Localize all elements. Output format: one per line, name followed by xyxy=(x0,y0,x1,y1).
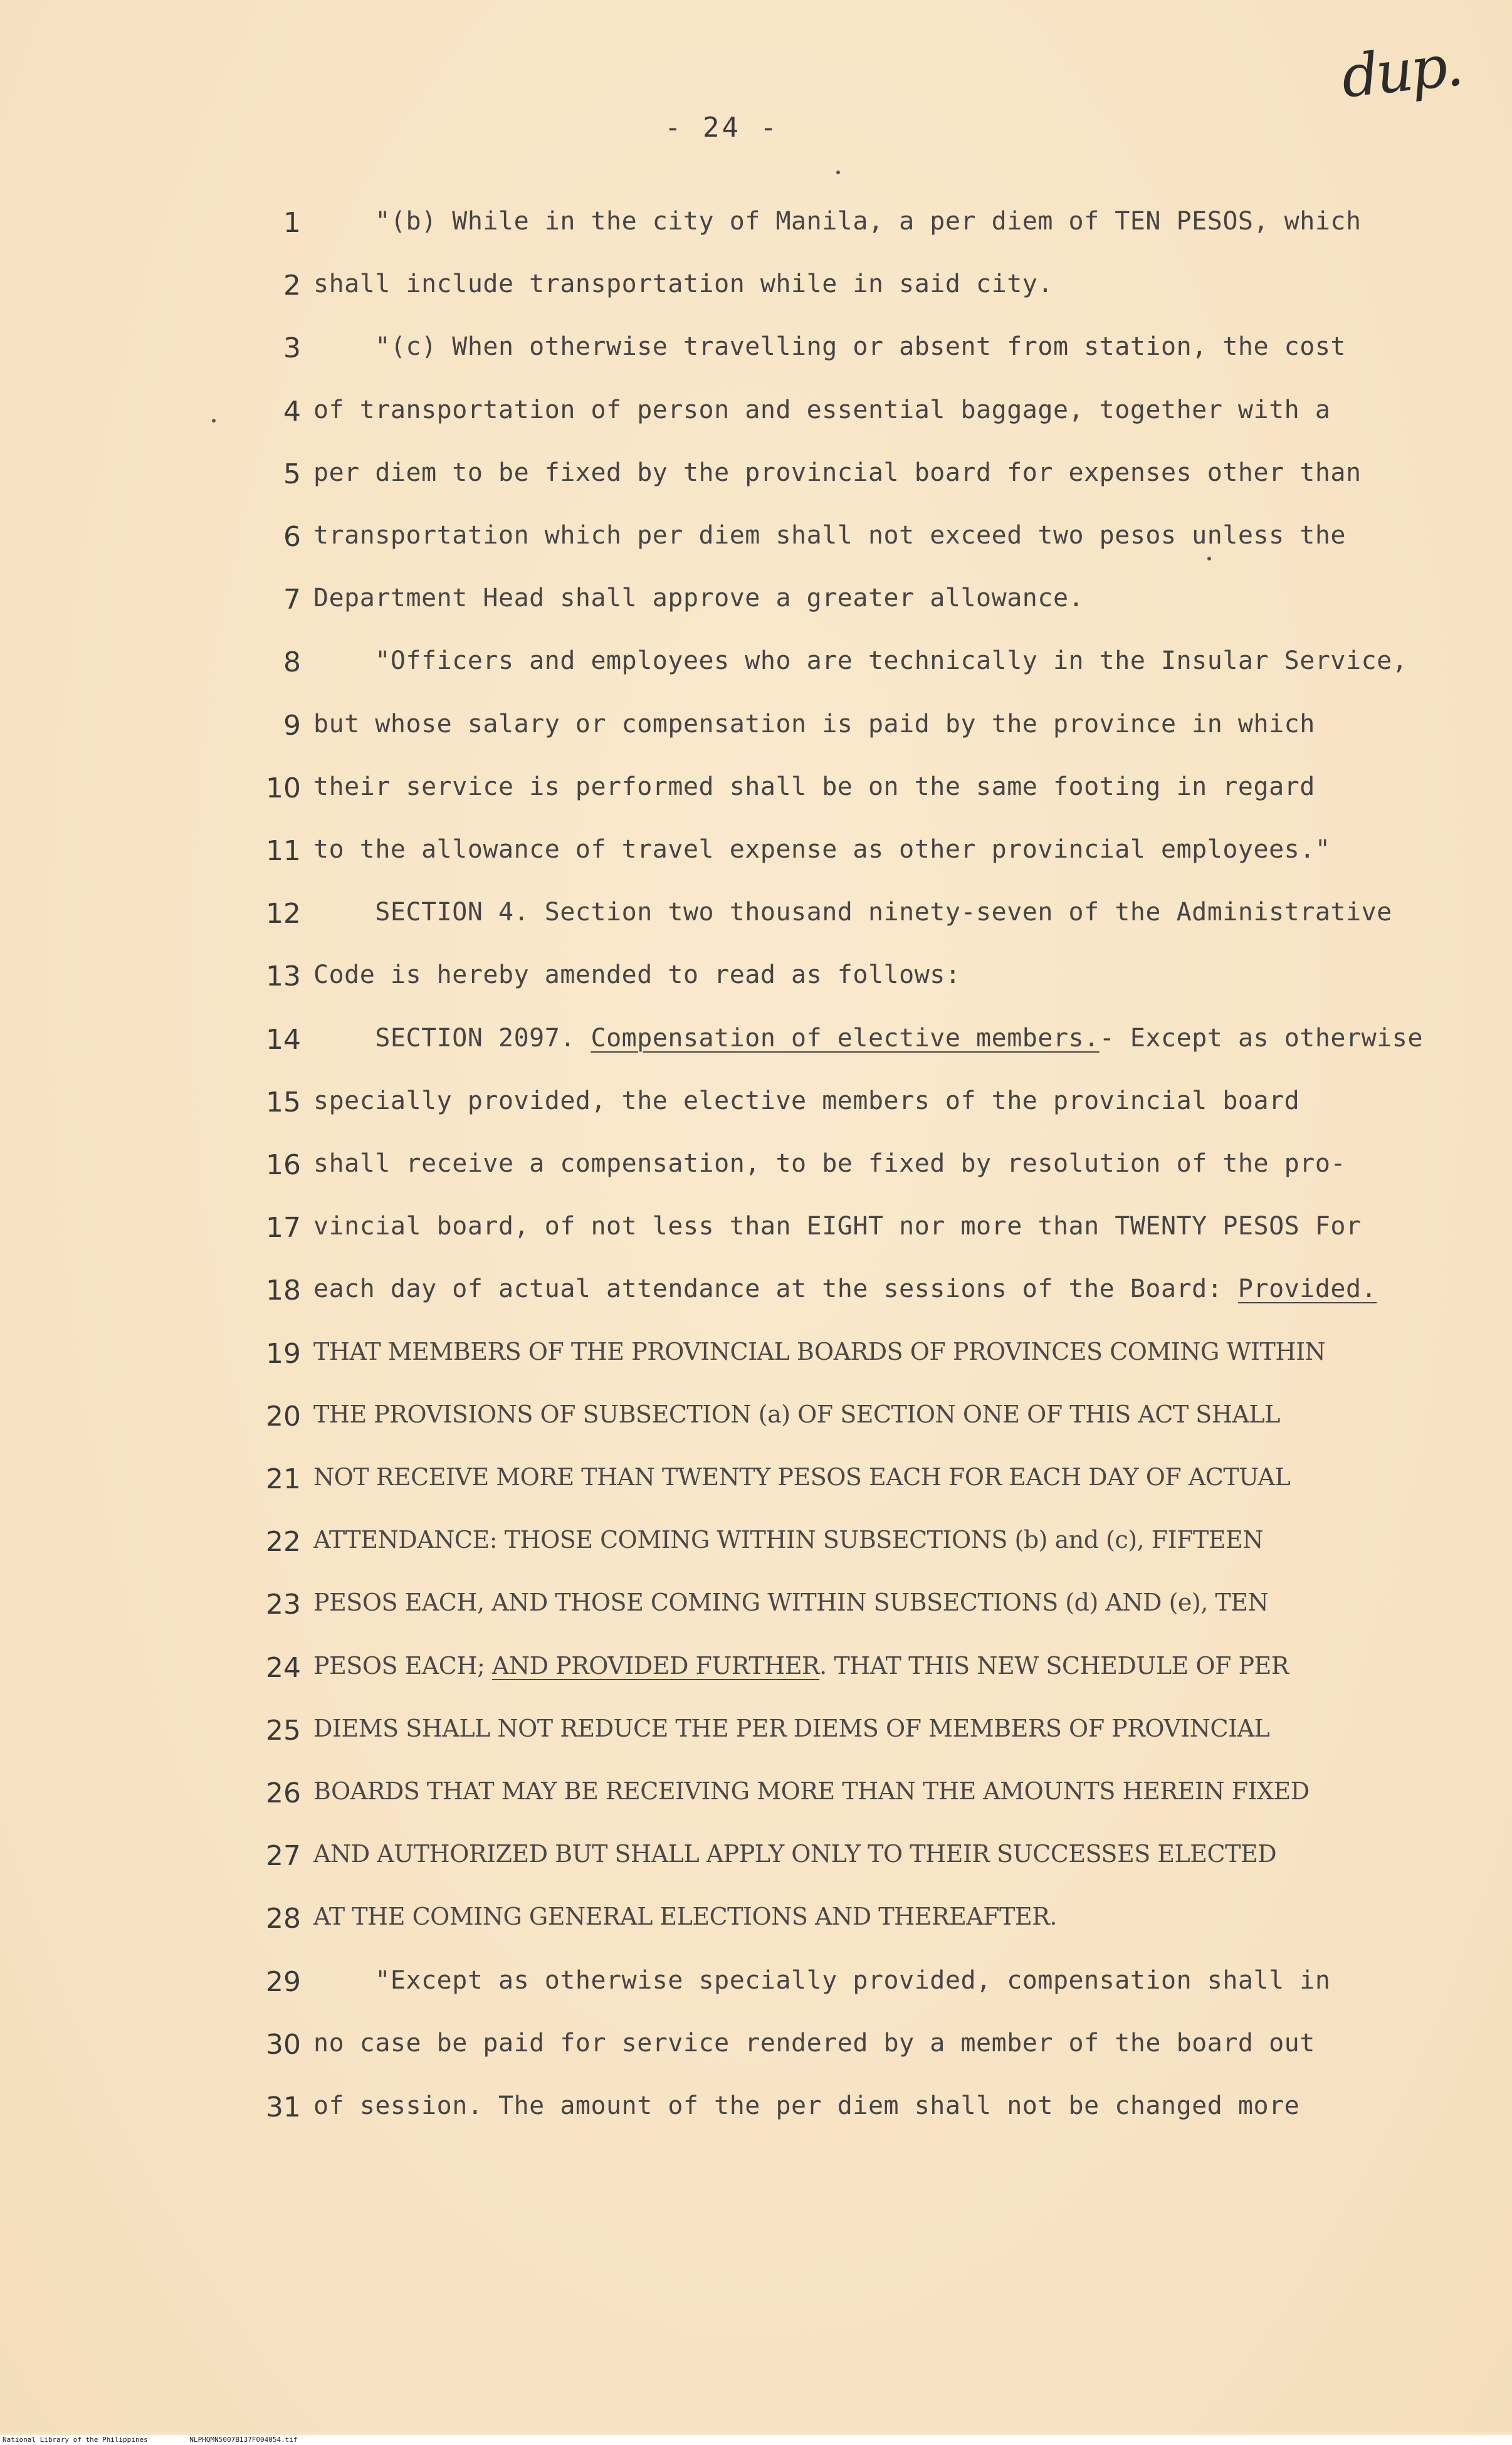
line-number: 4 xyxy=(283,395,301,428)
text-line xyxy=(0,1903,1512,1947)
line-text xyxy=(313,2029,1315,2058)
line-text xyxy=(313,1526,1263,1554)
line-number: 25 xyxy=(266,1714,301,1747)
line-number: 18 xyxy=(266,1275,301,1307)
text-line xyxy=(0,898,1512,942)
line-text xyxy=(313,1401,1280,1428)
text-line xyxy=(0,646,1512,690)
text-line xyxy=(0,1463,1512,1507)
text-segment: Department Head shall approve a greater allowance. xyxy=(313,584,1084,613)
line-text xyxy=(313,1840,1276,1868)
line-text xyxy=(313,1589,1268,1616)
text-segment: "Except as otherwise specially provided, compensation shall in xyxy=(313,1965,1331,1995)
line-number: 2 xyxy=(283,270,301,302)
line-text xyxy=(313,584,1084,613)
line-number: 22 xyxy=(266,1526,301,1559)
line-text xyxy=(313,1086,1299,1115)
line-number: 11 xyxy=(266,835,301,867)
text-line xyxy=(0,270,1512,313)
underlined-text: Provided. xyxy=(1237,1275,1377,1304)
line-text xyxy=(313,1149,1346,1178)
text-line xyxy=(0,1589,1512,1633)
line-number: 8 xyxy=(283,646,301,679)
line-number: 19 xyxy=(266,1337,301,1370)
line-text xyxy=(313,1777,1310,1805)
scan-footer xyxy=(0,2435,1512,2445)
text-line xyxy=(0,1149,1512,1193)
text-line xyxy=(0,835,1512,879)
text-segment: - Except as otherwise xyxy=(1099,1023,1423,1053)
line-number: 23 xyxy=(266,1589,301,1621)
text-line xyxy=(0,584,1512,628)
line-number: 10 xyxy=(266,772,301,804)
line-text xyxy=(313,1275,1377,1303)
line-number: 1 xyxy=(283,207,301,239)
line-number: 5 xyxy=(283,458,301,490)
text-segment: THE PROVISIONS OF SUBSECTION (a) OF SECTION ONE OF THIS ACT SHALL xyxy=(313,1400,1280,1428)
text-segment: of transportation of person and essential baggage, together with a xyxy=(313,395,1331,424)
page-number: - 24 - xyxy=(664,112,779,144)
line-number: 29 xyxy=(266,1965,301,1998)
text-line xyxy=(0,2091,1512,2135)
line-text xyxy=(313,2091,1299,2120)
text-segment: PESOS EACH; xyxy=(313,1651,492,1680)
text-segment: their service is performed shall be on the same footing in regard xyxy=(313,772,1315,801)
line-number: 27 xyxy=(266,1840,301,1873)
line-text xyxy=(313,207,1362,236)
text-segment: transportation which per diem shall not exceed two pesos unless the xyxy=(313,521,1346,550)
line-number: 20 xyxy=(266,1400,301,1433)
line-number: 14 xyxy=(266,1023,301,1056)
text-segment: SECTION 4. Section two thousand ninety-seven of the Administrative xyxy=(313,898,1392,927)
line-text xyxy=(313,1652,1289,1680)
line-text xyxy=(313,1966,1330,1995)
text-segment: . THAT THIS NEW SCHEDULE OF PER xyxy=(819,1651,1289,1680)
line-number: 15 xyxy=(266,1086,301,1118)
text-line xyxy=(0,1652,1512,1696)
text-line xyxy=(0,207,1512,251)
line-text xyxy=(313,1212,1362,1241)
text-segment: vincial board, of not less than EIGHT nor more than TWENTY PESOS For xyxy=(313,1212,1362,1241)
text-line xyxy=(0,1840,1512,1884)
text-line xyxy=(0,332,1512,376)
text-line xyxy=(0,710,1512,754)
handwritten-annotation: dup. xyxy=(1338,31,1464,111)
text-segment: no case be paid for service rendered by a member of the board out xyxy=(313,2028,1315,2058)
text-line xyxy=(0,1086,1512,1130)
text-segment: PESOS EACH, AND THOSE COMING WITHIN SUBSECTIONS (d) AND (e), TEN xyxy=(313,1589,1269,1617)
text-segment: Code is hereby amended to read as follows: xyxy=(313,960,961,990)
text-segment: "(b) While in the city of Manila, a per diem of TEN PESOS, which xyxy=(313,207,1362,236)
text-line xyxy=(0,772,1512,816)
line-number: 9 xyxy=(283,709,301,742)
line-text xyxy=(313,396,1330,424)
line-text xyxy=(313,772,1315,801)
line-text xyxy=(313,646,1407,675)
text-segment: BOARDS THAT MAY BE RECEIVING MORE THAN THE AMOUNTS HEREIN FIXED xyxy=(313,1777,1310,1805)
text-line xyxy=(0,1777,1512,1821)
text-line xyxy=(0,1275,1512,1318)
text-segment: DIEMS SHALL NOT REDUCE THE PER DIEMS OF MEMBERS OF PROVINCIAL xyxy=(313,1714,1270,1742)
text-line xyxy=(0,521,1512,565)
line-number: 21 xyxy=(266,1463,301,1495)
text-line xyxy=(0,2029,1512,2073)
text-line xyxy=(0,1212,1512,1256)
text-line xyxy=(0,1338,1512,1382)
line-number: 24 xyxy=(266,1651,301,1684)
text-line xyxy=(0,1966,1512,2010)
text-segment: ATTENDANCE: THOSE COMING WITHIN SUBSECTIONS (b) and (c), FIFTEEN xyxy=(313,1526,1264,1554)
line-number: 16 xyxy=(266,1149,301,1181)
line-number: 12 xyxy=(266,898,301,930)
text-line xyxy=(0,1024,1512,1068)
line-text xyxy=(313,1024,1423,1053)
line-text xyxy=(313,835,1330,864)
text-segment: "Officers and employees who are technically in the Insular Service, xyxy=(313,646,1408,676)
line-text xyxy=(313,710,1315,739)
text-line xyxy=(0,458,1512,502)
line-number: 26 xyxy=(266,1777,301,1809)
text-line xyxy=(0,1526,1512,1570)
text-line xyxy=(0,960,1512,1004)
line-text xyxy=(313,898,1392,927)
stray-mark xyxy=(836,171,840,174)
line-number: 30 xyxy=(266,2028,301,2061)
footer-file: NLPHQMN5007B137F004054.tif xyxy=(189,2436,298,2444)
line-text xyxy=(313,1338,1325,1365)
line-text xyxy=(313,960,960,989)
text-segment: "(c) When otherwise travelling or absent from station, the cost xyxy=(313,332,1346,362)
text-segment: AND AUTHORIZED BUT SHALL APPLY ONLY TO THEIR SUCCESSES ELECTED xyxy=(313,1840,1277,1868)
underlined-text: Compensation of elective members. xyxy=(591,1023,1100,1053)
line-text xyxy=(313,1715,1269,1742)
text-segment: NOT RECEIVE MORE THAN TWENTY PESOS EACH FOR EACH DAY OF ACTUAL xyxy=(313,1463,1291,1491)
line-number: 17 xyxy=(266,1212,301,1244)
text-segment: specially provided, the elective members of the provincial board xyxy=(313,1086,1300,1115)
line-text xyxy=(313,521,1346,550)
text-segment: but whose salary or compensation is paid by the province in which xyxy=(313,709,1315,739)
line-number: 3 xyxy=(283,332,301,365)
line-text xyxy=(313,1903,1057,1930)
text-segment: per diem to be fixed by the provincial board for expenses other than xyxy=(313,458,1362,487)
line-text xyxy=(313,1463,1290,1491)
line-text xyxy=(313,332,1346,361)
text-segment: THAT MEMBERS OF THE PROVINCIAL BOARDS OF PROVINCES COMING WITHIN xyxy=(313,1337,1326,1365)
line-number: 28 xyxy=(266,1903,301,1935)
text-segment: SECTION 2097. xyxy=(313,1023,591,1053)
text-line xyxy=(0,1401,1512,1444)
text-line xyxy=(0,1715,1512,1759)
underlined-text: AND PROVIDED FURTHER xyxy=(491,1651,820,1680)
line-text xyxy=(313,270,1053,298)
footer-source: National Library of the Philippines xyxy=(3,2436,148,2444)
text-segment: each day of actual attendance at the sessions of the Board: xyxy=(313,1275,1238,1304)
line-number: 31 xyxy=(266,2091,301,2123)
line-number: 13 xyxy=(266,960,301,993)
text-line xyxy=(0,396,1512,439)
text-segment: shall include transportation while in said city. xyxy=(313,270,1053,299)
text-segment: to the allowance of travel expense as other provincial employees." xyxy=(313,835,1331,864)
text-segment: AT THE COMING GENERAL ELECTIONS AND THEREAFTER. xyxy=(313,1903,1057,1931)
line-number: 6 xyxy=(283,521,301,553)
text-segment: of session. The amount of the per diem shall not be changed more xyxy=(313,2091,1300,2120)
line-number: 7 xyxy=(283,584,301,616)
text-segment: shall receive a compensation, to be fixed by resolution of the pro- xyxy=(313,1149,1346,1178)
line-text xyxy=(313,458,1362,487)
